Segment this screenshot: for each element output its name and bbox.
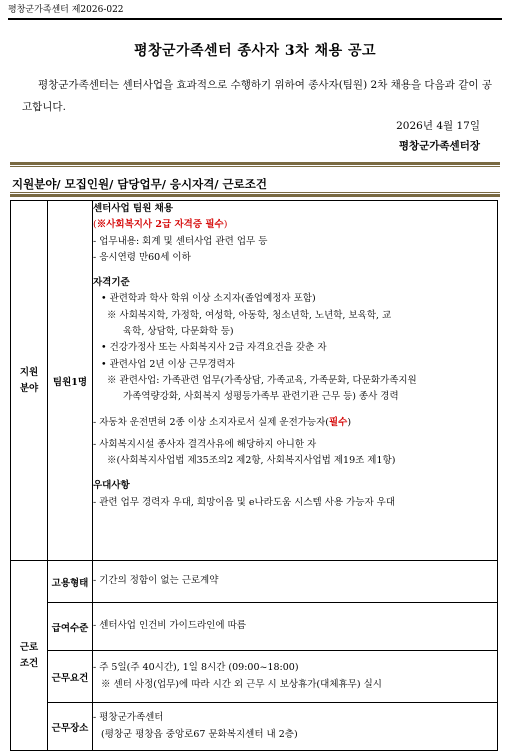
divider-thick-top — [10, 162, 500, 165]
work-condition-row-salary — [11, 603, 498, 651]
salary-label: 급여수준 — [48, 603, 93, 651]
support-category-label-2: 분야 — [19, 382, 39, 394]
divider-thin-top — [10, 166, 500, 167]
recruitment-table — [10, 200, 498, 751]
recruit-heading: 센터사업 팀원 채용 — [93, 203, 174, 214]
qualification-degree-note-1: ※ 사회복지학, 가정학, 여성학, 아동학, 청소년학, 노년학, 보육학, 교 — [107, 309, 392, 321]
field-label-cell — [48, 201, 93, 561]
support-category-cell — [11, 201, 48, 561]
issuing-organization: 평창군가족센터장 — [398, 140, 480, 152]
qualification-title: 자격기준 — [93, 277, 130, 289]
work-category-label-2: 조건 — [19, 657, 39, 669]
work-condition-row-location — [11, 703, 498, 751]
employment-type-label: 고용형태 — [48, 561, 93, 603]
work-condition-row-employment — [11, 561, 498, 603]
qualification-experience: • 관련사업 2년 이상 근무경력자 — [101, 358, 235, 370]
qualification-experience-note-2: 가족역량강화, 사회복지 성평등가족부 관련기관 근무 등) 종사 경력 — [123, 391, 399, 403]
work-location-value: - 평창군가족센터 (평창군 평창읍 중앙로67 문화복지센터 내 2층) — [93, 703, 498, 751]
disqualification-requirement: - 사회복지시설 종사자 결격사유에 해당하지 아니한 자 — [93, 438, 317, 450]
support-details-cell — [93, 201, 498, 561]
field-label: 팀원1명 — [52, 376, 88, 388]
preference-title: 우대사항 — [93, 480, 130, 492]
driver-license-requirement: - 자동차 운전면허 2종 이상 소지자로서 실제 운전가능자(필수) — [93, 416, 352, 428]
disqualification-law-note: ※(사회복지사업법 제35조의2 제2항, 사회복지사업법 제19조 제1항) — [107, 455, 396, 467]
salary-value: - 센터사업 인건비 가이드라인에 따름 — [93, 603, 498, 651]
work-condition-row-hours — [11, 651, 498, 703]
certificate-requirement: (※사회복지사 2급 자격증 필수) — [93, 219, 228, 231]
preference-details: - 관련 업무 경력자 우대, 희망이음 및 e나라도움 시스템 사용 가능자 우대 — [93, 496, 396, 508]
intro-paragraph: 평창군가족센터는 센터사업을 효과적으로 수행하기 위하여 종사자(팀원) 2차 채용을 다음과 같이 공고합니다. — [22, 79, 492, 113]
work-category-cell — [11, 561, 48, 751]
task-description: - 업무내용: 회계 및 센터사업 관련 업무 등 — [93, 235, 268, 247]
qualification-certificate: • 건강가정사 또는 사회복지사 2급 자격요건을 갖춘 자 — [101, 342, 327, 354]
document-number: 평창군가족센터 제2026-022 — [8, 2, 502, 20]
work-location-label: 근무장소 — [48, 703, 93, 751]
page-title: 평창군가족센터 종사자 3차 채용 공고 — [133, 43, 377, 59]
employment-type-value: - 기간의 정함이 없는 근로계약 — [93, 561, 498, 603]
work-hours-value: - 주 5일(주 40시간), 1일 8시간 (09:00~18:00) ※ 센터 사정(업무)에 따라 시간 외 근무 시 보상휴가(대체휴무) 실시 — [93, 651, 498, 703]
qualification-degree: • 관련학과 학사 학위 이상 소지자(졸업예정자 포함) — [101, 293, 316, 305]
section-title: 지원분야/ 모집인원/ 담당업무/ 응시자격/ 근로조건 — [12, 177, 267, 191]
notice-date: 2026년 4월 17일 — [396, 120, 480, 132]
work-hours-label: 근무요건 — [48, 651, 93, 703]
qualification-experience-note-1: ※ 관련사업: 가족관련 업무(가족상담, 가족교육, 가족문화, 다문화가족지원 — [107, 374, 417, 386]
divider-thick-bottom — [10, 194, 500, 197]
support-category-label-1: 지원 — [19, 366, 39, 378]
work-category-label-1: 근로 — [19, 641, 39, 653]
support-field-row — [11, 201, 498, 561]
qualification-degree-note-2: 육학, 상담학, 다문화학 등) — [123, 326, 234, 338]
divider-thin-bottom — [10, 192, 500, 193]
age-requirement: - 응시연령 만60세 이하 — [93, 251, 191, 263]
